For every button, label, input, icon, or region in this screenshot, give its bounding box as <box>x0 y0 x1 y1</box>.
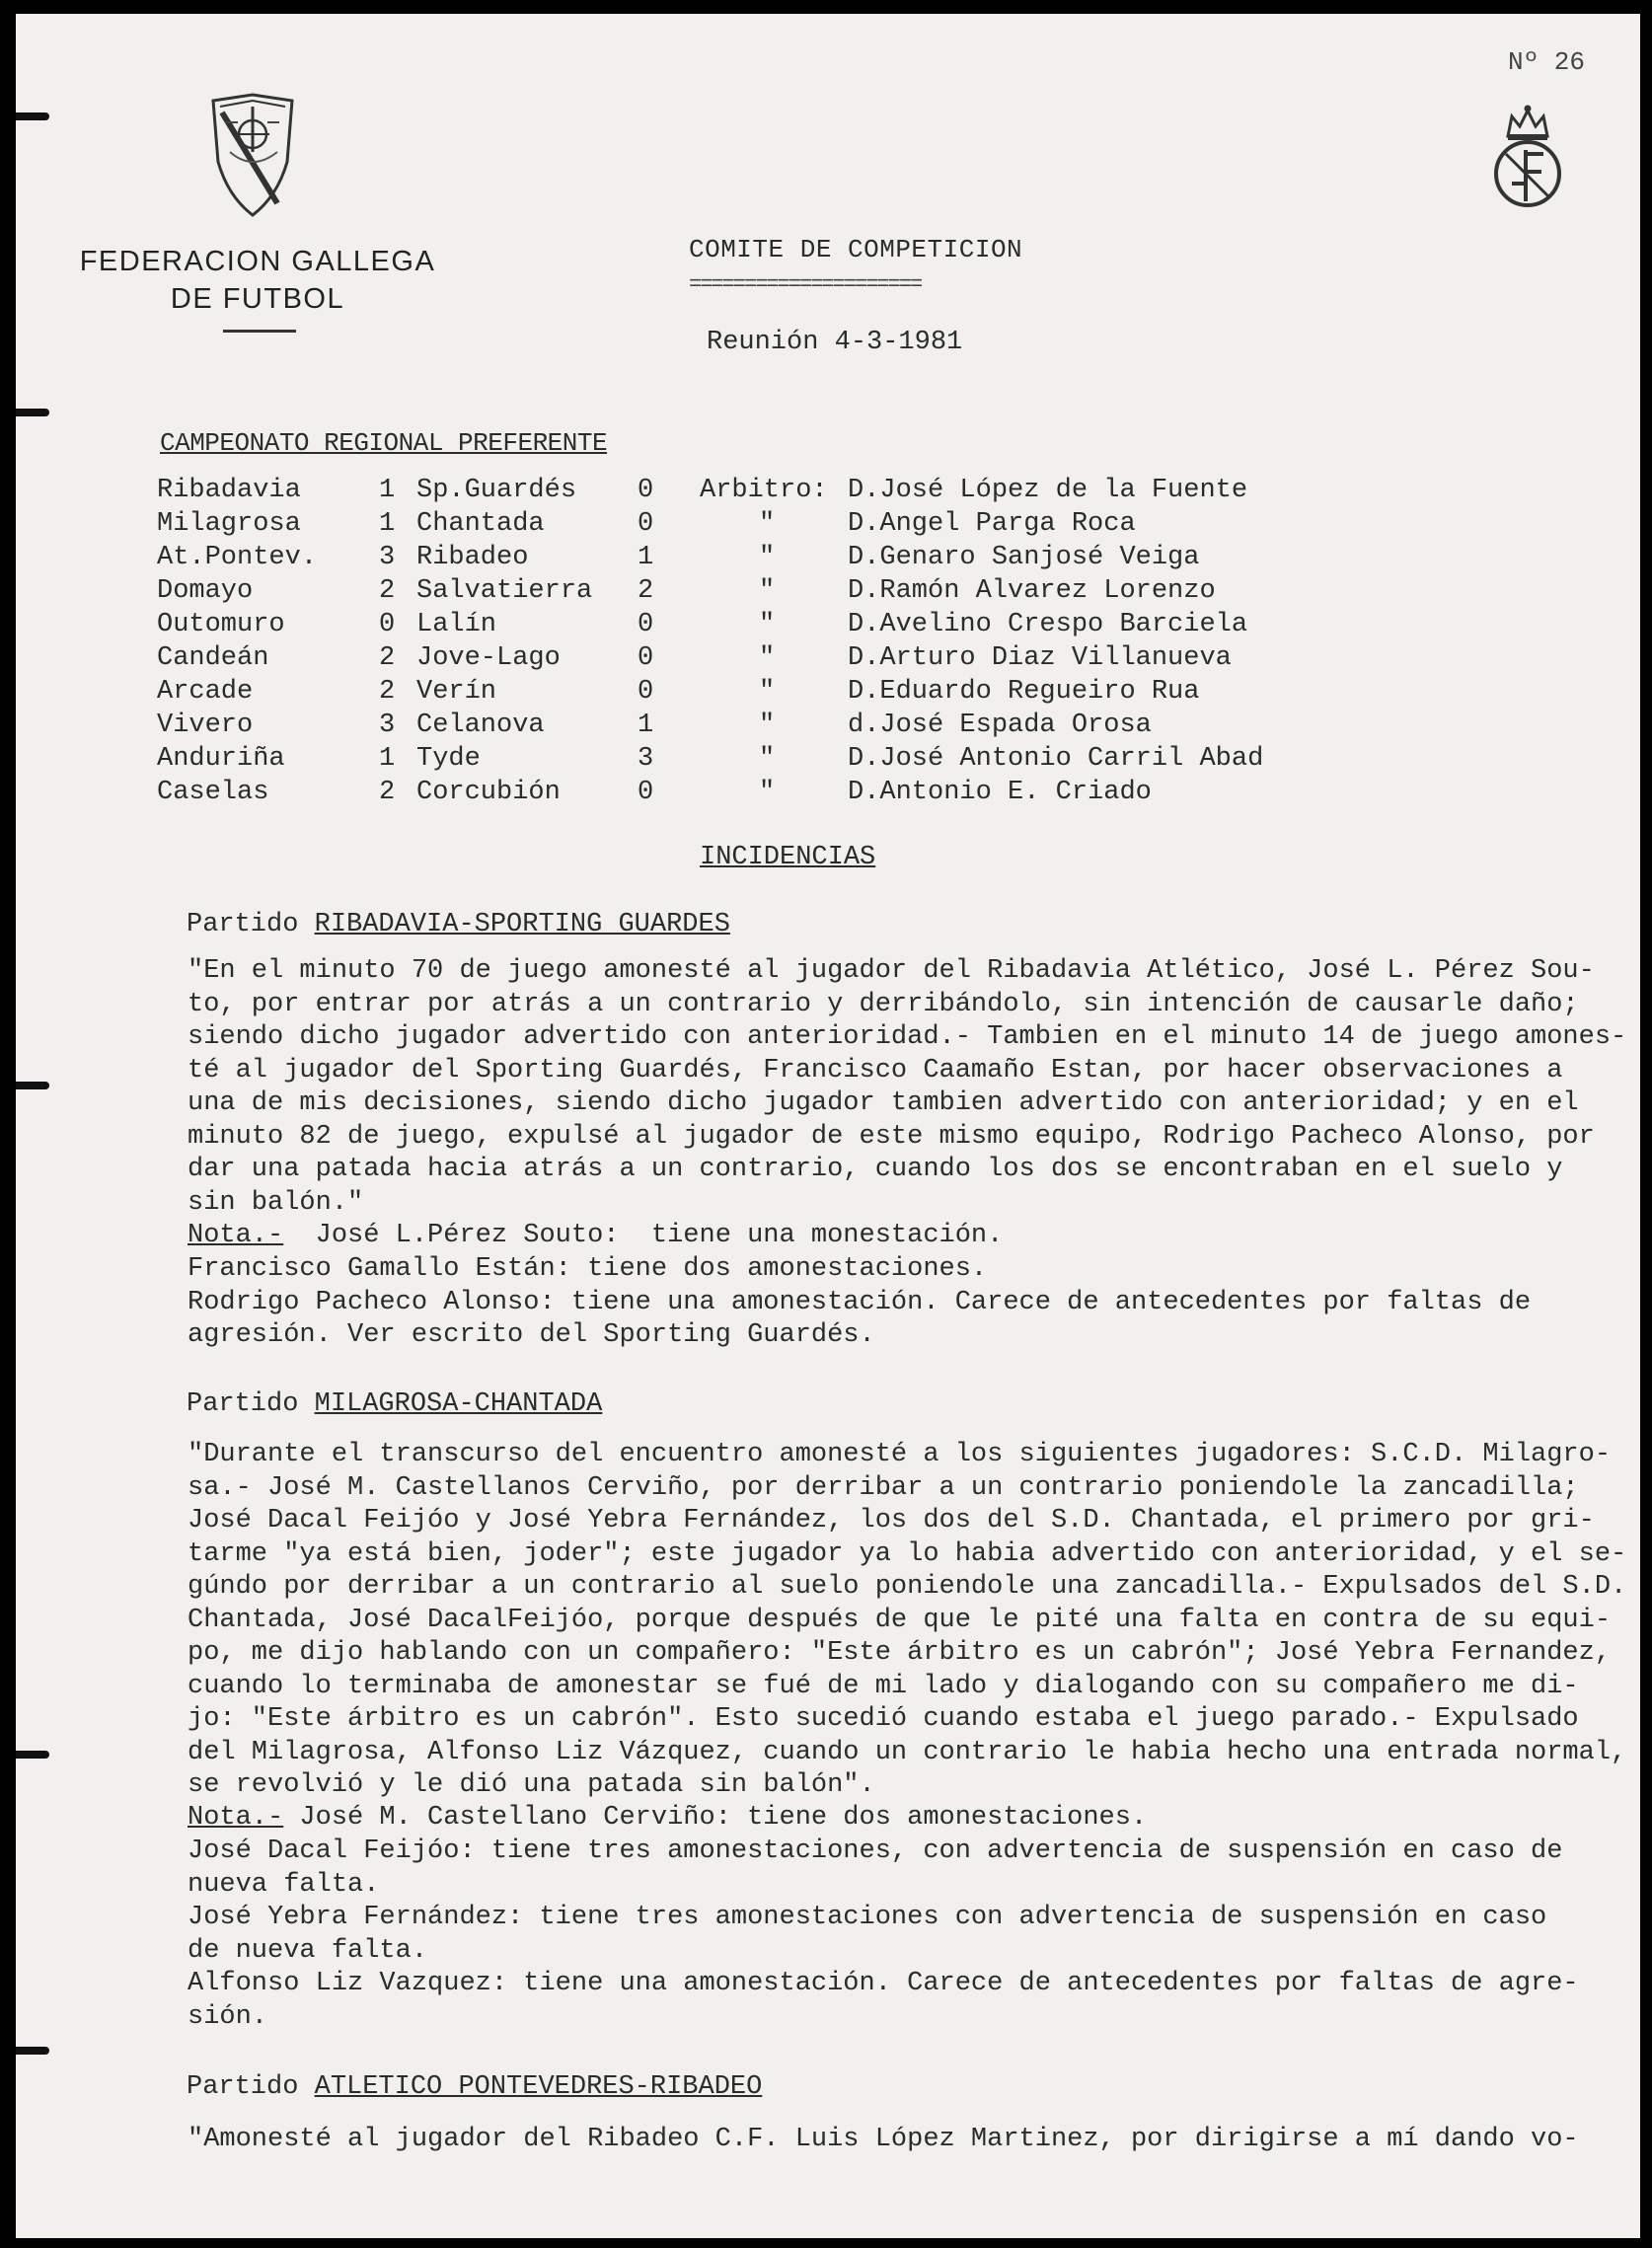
referee-name: D.Avelino Crespo Barciela <box>848 610 1248 639</box>
away-team: Salvatierra <box>416 576 593 606</box>
referee-label: Arbitro: <box>700 476 828 505</box>
home-team: Milagrosa <box>157 509 301 539</box>
away-score: 0 <box>638 509 654 539</box>
ditto-mark: " <box>759 744 776 774</box>
home-score: 2 <box>379 778 396 807</box>
note-details: José Dacal Feijóo: tiene tres amonestaciones, con advertencia de suspensión en caso de nueva falta. José Yebra Fernández: tiene tres amonestaciones con advertencia de suspensión en caso de nueva falta. Alfonso Liz Vazquez: tiene una amonestación. Carece de antecedentes por faltas de agre- sión. <box>188 1836 1579 2032</box>
home-score: 1 <box>379 476 396 505</box>
ditto-mark: " <box>759 576 776 606</box>
match-heading <box>187 1389 602 1419</box>
punch-hole <box>16 1082 49 1089</box>
referee-name: D.Arturo Diaz Villanueva <box>848 643 1232 673</box>
referee-report: "Amonesté al jugador del Ribadeo C.F. Luis López Martinez, por dirigirse a mí dando vo- <box>188 2125 1579 2154</box>
away-score: 0 <box>638 778 654 807</box>
note-label: Nota.- <box>188 1221 284 1250</box>
federation-name <box>60 243 455 318</box>
away-team: Celanova <box>416 711 545 740</box>
federation-name-line2: DE FUTBOL <box>170 283 345 315</box>
ditto-mark: " <box>759 711 776 740</box>
home-score: 3 <box>379 711 396 740</box>
ditto-mark: " <box>759 610 776 639</box>
incidents-heading: INCIDENCIAS <box>700 843 876 872</box>
home-team: Arcade <box>157 677 254 707</box>
committee-title: COMITE DE COMPETICION <box>689 235 1023 264</box>
punch-hole <box>16 1751 49 1759</box>
away-score: 2 <box>638 576 654 606</box>
home-score: 0 <box>379 610 396 639</box>
ditto-mark: " <box>759 677 776 707</box>
document-page <box>16 14 1640 2238</box>
match-heading <box>187 2072 762 2102</box>
referee-report: "Durante el transcurso del encuentro amonesté a los siguientes jugadores: S.C.D. Milagro- sa.- José M. Castellanos Cerviño, por derribar a un contrario poniendole la zancadilla; José Dacal Feijóo y José Yebra Fernández, los dos del S.D. Chantada, el primero por gri- tarme "ya está bien, joder"; este jugador ya lo habia advertido con anterioridad, y el se- gúndo por derribar a un contrario al suelo poniendole una zancadilla.- Expulsados del S.D. Chantada, José DacalFeijóo, porque después de que le pité una falta en contra de su equi- po, me dijo hablando con un compañero: "Este árbitro es un cabrón"; José Yebra Fernandez, cuando lo terminaba de amonestar se fué de mi lado y dialogando con su compañero me di- jo: "Este árbitro es un cabrón". Esto sucedió cuando estaba el juego parado.- Expulsado del Milagrosa, Alfonso Liz Vázquez, cuando un contrario le habia hecho una entrada normal, se revolvió y le dió una patada sin balón". <box>188 1440 1627 1800</box>
match-label: Partido <box>187 1389 315 1419</box>
referee-name: D.Angel Parga Roca <box>848 509 1136 539</box>
away-team: Verín <box>416 677 497 707</box>
referee-name: d.José Espada Orosa <box>848 711 1152 740</box>
home-score: 1 <box>379 509 396 539</box>
federation-shield-icon <box>208 93 297 221</box>
referee-name: D.José Antonio Carril Abad <box>848 744 1264 774</box>
punch-hole <box>16 2047 49 2055</box>
away-score: 0 <box>638 677 654 707</box>
away-score: 3 <box>638 744 654 774</box>
ditto-mark: " <box>759 543 776 572</box>
ditto-mark: " <box>759 509 776 539</box>
home-score: 2 <box>379 643 396 673</box>
away-score: 1 <box>638 543 654 572</box>
ditto-mark: " <box>759 643 776 673</box>
document-number: Nº 26 <box>1508 47 1586 77</box>
away-team: Chantada <box>416 509 545 539</box>
home-team: Domayo <box>157 576 254 606</box>
home-score: 2 <box>379 677 396 707</box>
note <box>188 1802 1640 1836</box>
away-team: Jove-Lago <box>416 643 561 673</box>
home-team: Candeán <box>157 643 269 673</box>
home-team: Vivero <box>157 711 254 740</box>
section-title: CAMPEONATO REGIONAL PREFERENTE <box>160 428 608 458</box>
away-score: 1 <box>638 711 654 740</box>
away-score: 0 <box>638 476 654 505</box>
referee-name: D.Genaro Sanjosé Veiga <box>848 543 1200 572</box>
divider <box>223 330 296 333</box>
note <box>188 1220 1640 1253</box>
away-team: Lalín <box>416 610 497 639</box>
home-team: Anduriña <box>157 744 285 774</box>
home-team: At.Pontev. <box>157 543 318 572</box>
home-team: Caselas <box>157 778 269 807</box>
match-name: ATLETICO PONTEVEDRES-RIBADEO <box>314 2072 763 2102</box>
match-name: RIBADAVIA-SPORTING GUARDES <box>314 910 730 939</box>
match-label: Partido <box>187 2072 315 2102</box>
referee-name: D.Ramón Alvarez Lorenzo <box>848 576 1216 606</box>
federation-name-line1: FEDERACION GALLEGA <box>79 246 436 277</box>
home-team: Ribadavia <box>157 476 301 505</box>
home-score: 3 <box>379 543 396 572</box>
punch-hole <box>16 409 49 416</box>
away-team: Corcubión <box>416 778 561 807</box>
note-text: José L.Pérez Souto: tiene una monestación. <box>283 1221 1004 1250</box>
punch-hole <box>16 112 49 120</box>
ditto-mark: " <box>759 778 776 807</box>
away-team: Ribadeo <box>416 543 529 572</box>
home-team: Outomuro <box>157 610 285 639</box>
referee-name: D.Eduardo Regueiro Rua <box>848 677 1200 707</box>
referee-report: "En el minuto 70 de juego amonesté al jugador del Ribadavia Atlético, José L. Pérez Sou- to, por entrar por atrás a un contrario y derribándolo, sin intención de causarle daño; siendo dicho jugador advertido con anterioridad.- Tambien en el minuto 14 de juego amones- té al jugador del Sporting Guardés, Francisco Caamaño Estan, por hacer observaciones a una de mis decisiones, siendo dicho jugador tambien advertido con anterioridad; y en el minuto 82 de juego, expulsé al jugador de este mismo equipo, Rodrigo Pacheco Alonso, por dar una patada hacia atrás a un contrario, cuando los dos se encontraban en el suelo y sin balón." <box>188 956 1627 1218</box>
meeting-date: Reunión 4-3-1981 <box>707 328 963 357</box>
away-score: 0 <box>638 643 654 673</box>
note-details: Francisco Gamallo Están: tiene dos amonestaciones. Rodrigo Pacheco Alonso: tiene una amonestación. Carece de antecedentes por faltas de agresión. Ver escrito del Sporting Guardés. <box>188 1254 1532 1350</box>
home-score: 2 <box>379 576 396 606</box>
note-label: Nota.- <box>188 1803 284 1833</box>
referee-name: D.Antonio E. Criado <box>848 778 1152 807</box>
title-underline: ===================== <box>689 272 922 297</box>
match-heading <box>187 910 730 939</box>
referee-name: D.José López de la Fuente <box>848 476 1248 505</box>
match-label: Partido <box>187 910 315 939</box>
home-score: 1 <box>379 744 396 774</box>
crown-emblem-icon <box>1486 103 1569 213</box>
away-team: Sp.Guardés <box>416 476 577 505</box>
note-text: José M. Castellano Cerviño: tiene dos amonestaciones. <box>283 1803 1148 1833</box>
match-name: MILAGROSA-CHANTADA <box>314 1389 603 1419</box>
away-score: 0 <box>638 610 654 639</box>
away-team: Tyde <box>416 744 481 774</box>
